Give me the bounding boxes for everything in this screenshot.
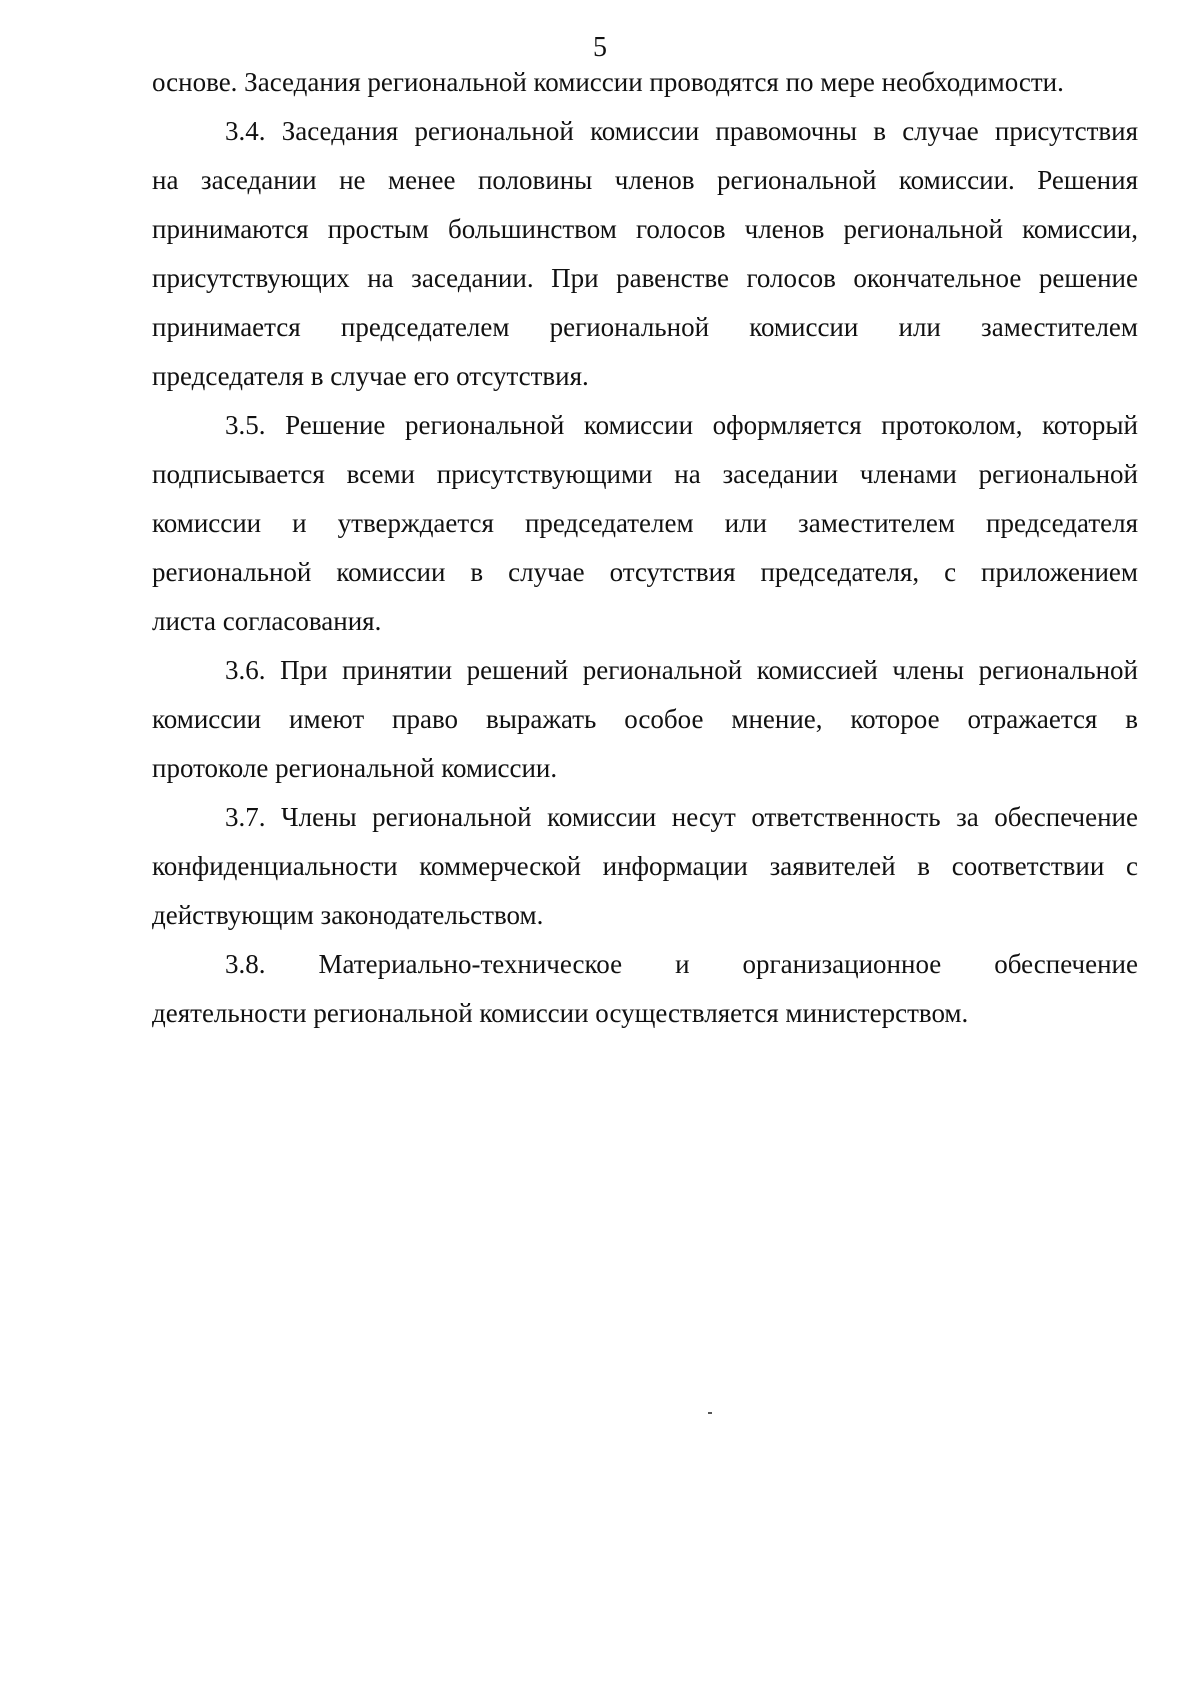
paragraph-3-5-line: подписывается всеми присутствующими на заседании членами региональной xyxy=(152,459,1138,489)
paragraph-3-7-line: действующим законодательством. xyxy=(152,900,544,930)
document-body xyxy=(152,64,1138,1044)
paragraph-3-5-line: комиссии и утверждается председателем или заместителем председателя xyxy=(152,508,1138,538)
paragraph-3-8-line: 3.8. Материально-техническое и организационное обеспечение xyxy=(225,949,1138,979)
page-number: 5 xyxy=(593,32,607,63)
paragraph-3-4-line: присутствующих на заседании. При равенстве голосов окончательное решение xyxy=(152,263,1138,293)
paragraph-3-5-line: листа согласования. xyxy=(152,606,382,636)
paragraph-3-6-line: протоколе региональной комиссии. xyxy=(152,753,558,783)
scan-speck xyxy=(708,1412,712,1414)
paragraph-3-4-line: принимается председателем региональной комиссии или заместителем xyxy=(152,312,1138,342)
paragraph-3-7-line: конфиденциальности коммерческой информации заявителей в соответствии с xyxy=(152,851,1138,881)
paragraph-3-5-line: 3.5. Решение региональной комиссии оформляется протоколом, который xyxy=(225,410,1138,440)
paragraph-3-6-line: 3.6. При принятии решений региональной комиссией члены региональной xyxy=(225,655,1138,685)
paragraph-3-7-line: 3.7. Члены региональной комиссии несут ответственность за обеспечение xyxy=(225,802,1138,832)
paragraph-3-5-line: региональной комиссии в случае отсутствия председателя, с приложением xyxy=(152,557,1138,587)
paragraph-3-6-line: комиссии имеют право выражать особое мнение, которое отражается в xyxy=(152,704,1138,734)
paragraph-3-4-line: председателя в случае его отсутствия. xyxy=(152,361,589,391)
paragraph-3-8-line: деятельности региональной комиссии осуществляется министерством. xyxy=(152,998,969,1028)
paragraph-3-4-line: принимаются простым большинством голосов членов региональной комиссии, xyxy=(152,214,1138,244)
paragraph-3-4-line: 3.4. Заседания региональной комиссии правомочны в случае присутствия xyxy=(225,116,1138,146)
paragraph-3-4-line: на заседании не менее половины членов региональной комиссии. Решения xyxy=(152,165,1138,195)
text-line: основе. Заседания региональной комиссии проводятся по мере необходимости. xyxy=(152,67,1064,97)
